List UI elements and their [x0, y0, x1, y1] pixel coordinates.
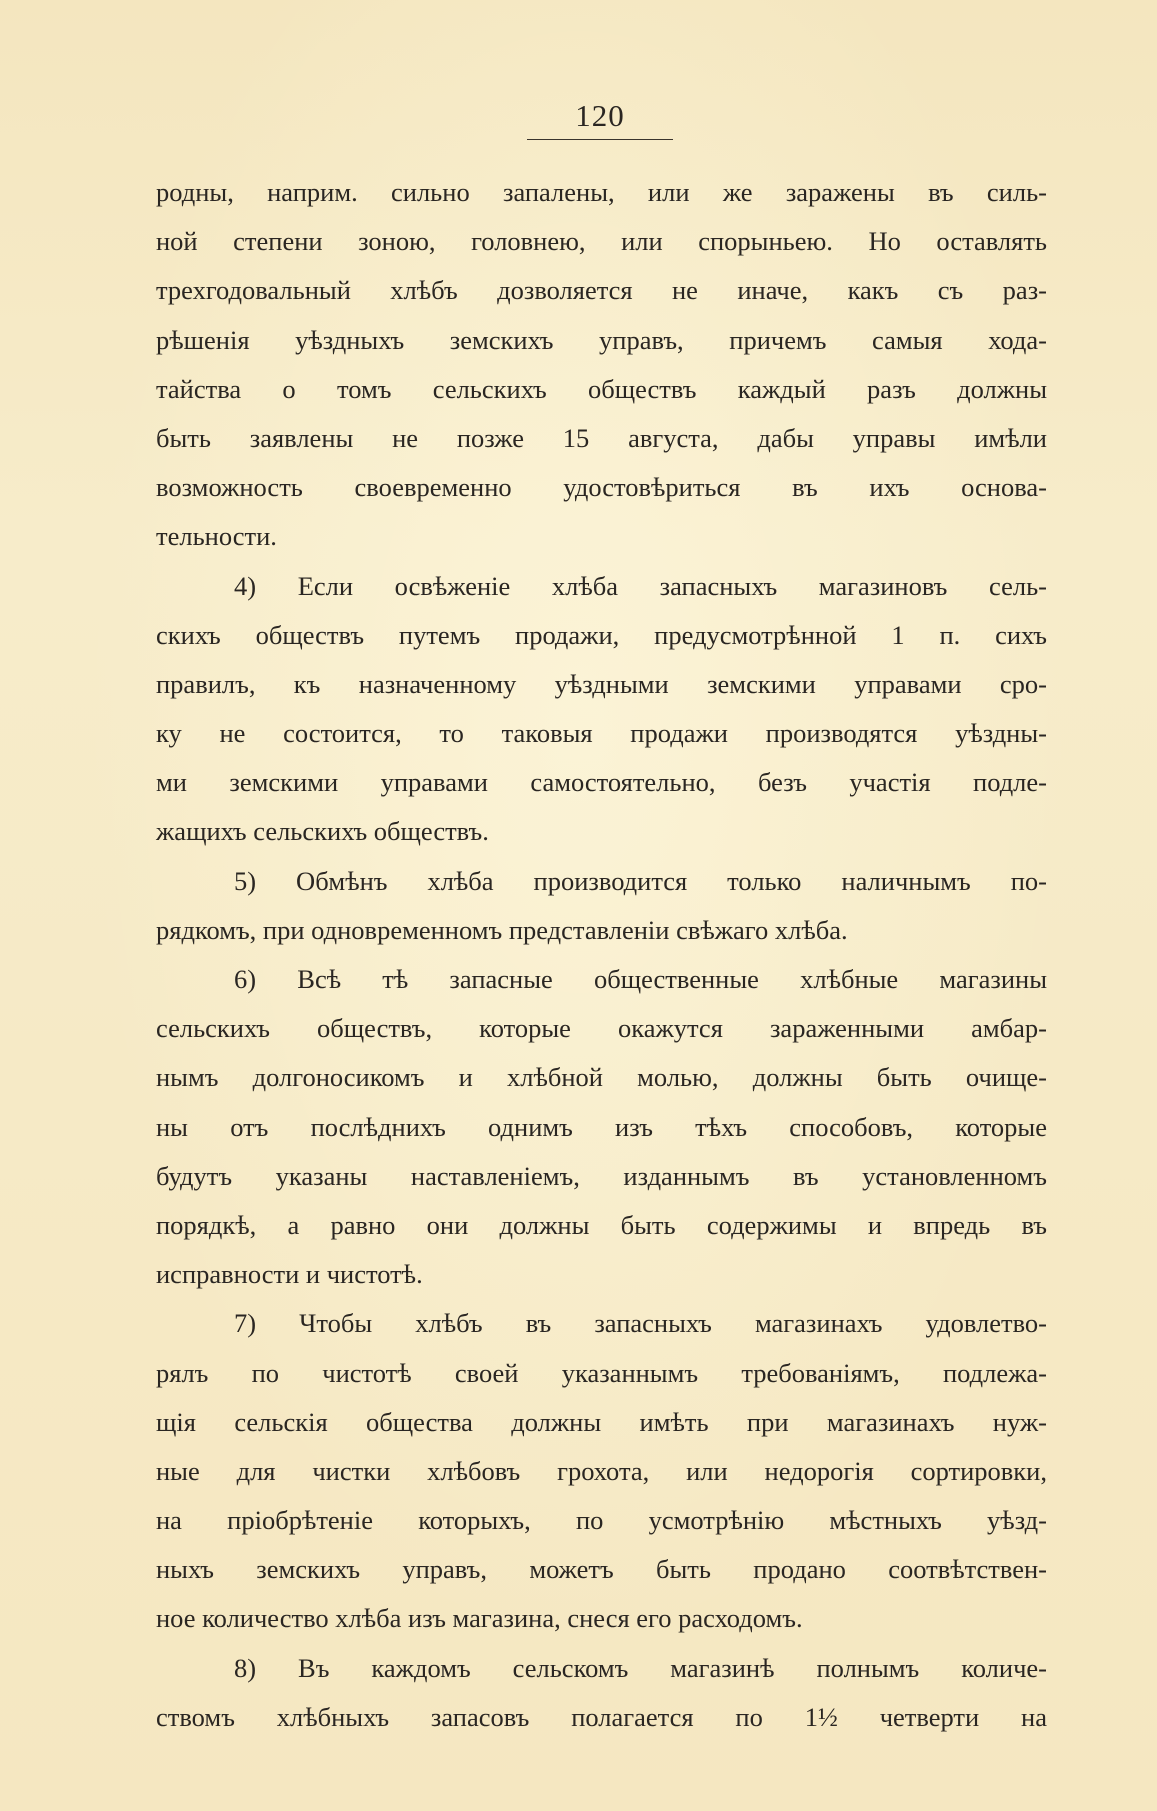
text-line: ми земскими управами самостоятельно, безъ участія подле-	[156, 767, 1047, 798]
text-line: родны, наприм. сильно запалены, или же заражены въ силь-	[156, 177, 1047, 207]
page-number: 120	[575, 98, 625, 133]
text-line: скихъ обществъ путемъ продажи, предусмотрѣнной 1 п. сихъ	[156, 619, 1047, 650]
text-line: 6) Всѣ тѣ запасные общественные хлѣбные магазины	[234, 964, 1047, 994]
text-line: ны отъ послѣднихъ однимъ изъ тѣхъ способовъ, которые	[156, 1111, 1047, 1142]
text-line: быть заявлены не позже 15 августа, дабы управы имѣли	[156, 422, 1047, 453]
text-line: ствомъ хлѣбныхъ запасовъ полагается по 1½ четверти на	[156, 1701, 1047, 1732]
text-line: рялъ по чистотѣ своей указаннымъ требованіямъ, подлежа-	[156, 1357, 1047, 1388]
text-line: ной степени зоною, головнею, или спорыньею. Но оставлять	[156, 226, 1047, 257]
text-line: ку не состоится, то таковыя продажи производятся уѣздны-	[156, 718, 1047, 749]
text-line: 7) Чтобы хлѣбъ въ запасныхъ магазинахъ удовлетво-	[234, 1308, 1047, 1339]
text-line: ныхъ земскихъ управъ, можетъ быть продано соотвѣтствен-	[156, 1554, 1047, 1585]
text-line: будутъ указаны наставленіемъ, изданнымъ въ установленномъ	[156, 1160, 1047, 1191]
text-line: порядкѣ, а равно они должны быть содержимы и впредь въ	[156, 1209, 1047, 1240]
text-line: исправности и чистотѣ.	[156, 1259, 423, 1290]
text-line: щія сельскія общества должны имѣть при магазинахъ нуж-	[156, 1406, 1047, 1437]
text-line: жащихъ сельскихъ обществъ.	[156, 816, 489, 847]
text-line: 4) Если освѣженіе хлѣба запасныхъ магазиновъ сель-	[234, 570, 1047, 601]
text-line: 8) Въ каждомъ сельскомъ магазинѣ полнымъ количе-	[234, 1652, 1047, 1683]
text-line: рѣшенія уѣздныхъ земскихъ управъ, причемъ самыя хода-	[156, 324, 1047, 355]
text-line: трехгодовальный хлѣбъ дозволяется не иначе, какъ съ раз-	[156, 275, 1047, 306]
header-rule	[527, 139, 673, 140]
text-line: тельности.	[156, 521, 277, 552]
text-line: на пріобрѣтеніе которыхъ, по усмотрѣнію мѣстныхъ уѣзд-	[156, 1505, 1047, 1536]
text-line: нымъ долгоносикомъ и хлѣбной молью, должны быть очище-	[156, 1062, 1047, 1093]
body-text	[156, 168, 1047, 1742]
text-line: тайства о томъ сельскихъ обществъ каждый разъ должны	[156, 373, 1047, 404]
text-line: 5) Обмѣнъ хлѣба производится только наличнымъ по-	[234, 865, 1047, 896]
text-line: сельскихъ обществъ, которые окажутся зараженными амбар-	[156, 1013, 1047, 1044]
text-line: ные для чистки хлѣбовъ грохота, или недорогія сортировки,	[156, 1455, 1047, 1486]
text-line: рядкомъ, при одновременномъ представленіи свѣжаго хлѣба.	[156, 914, 848, 945]
text-line: правилъ, къ назначенному уѣздными земскими управами сро-	[156, 668, 1047, 699]
text-line: возможность своевременно удостовѣриться въ ихъ основа-	[156, 472, 1047, 503]
text-line: ное количество хлѣба изъ магазина, снеся его расходомъ.	[156, 1603, 803, 1634]
